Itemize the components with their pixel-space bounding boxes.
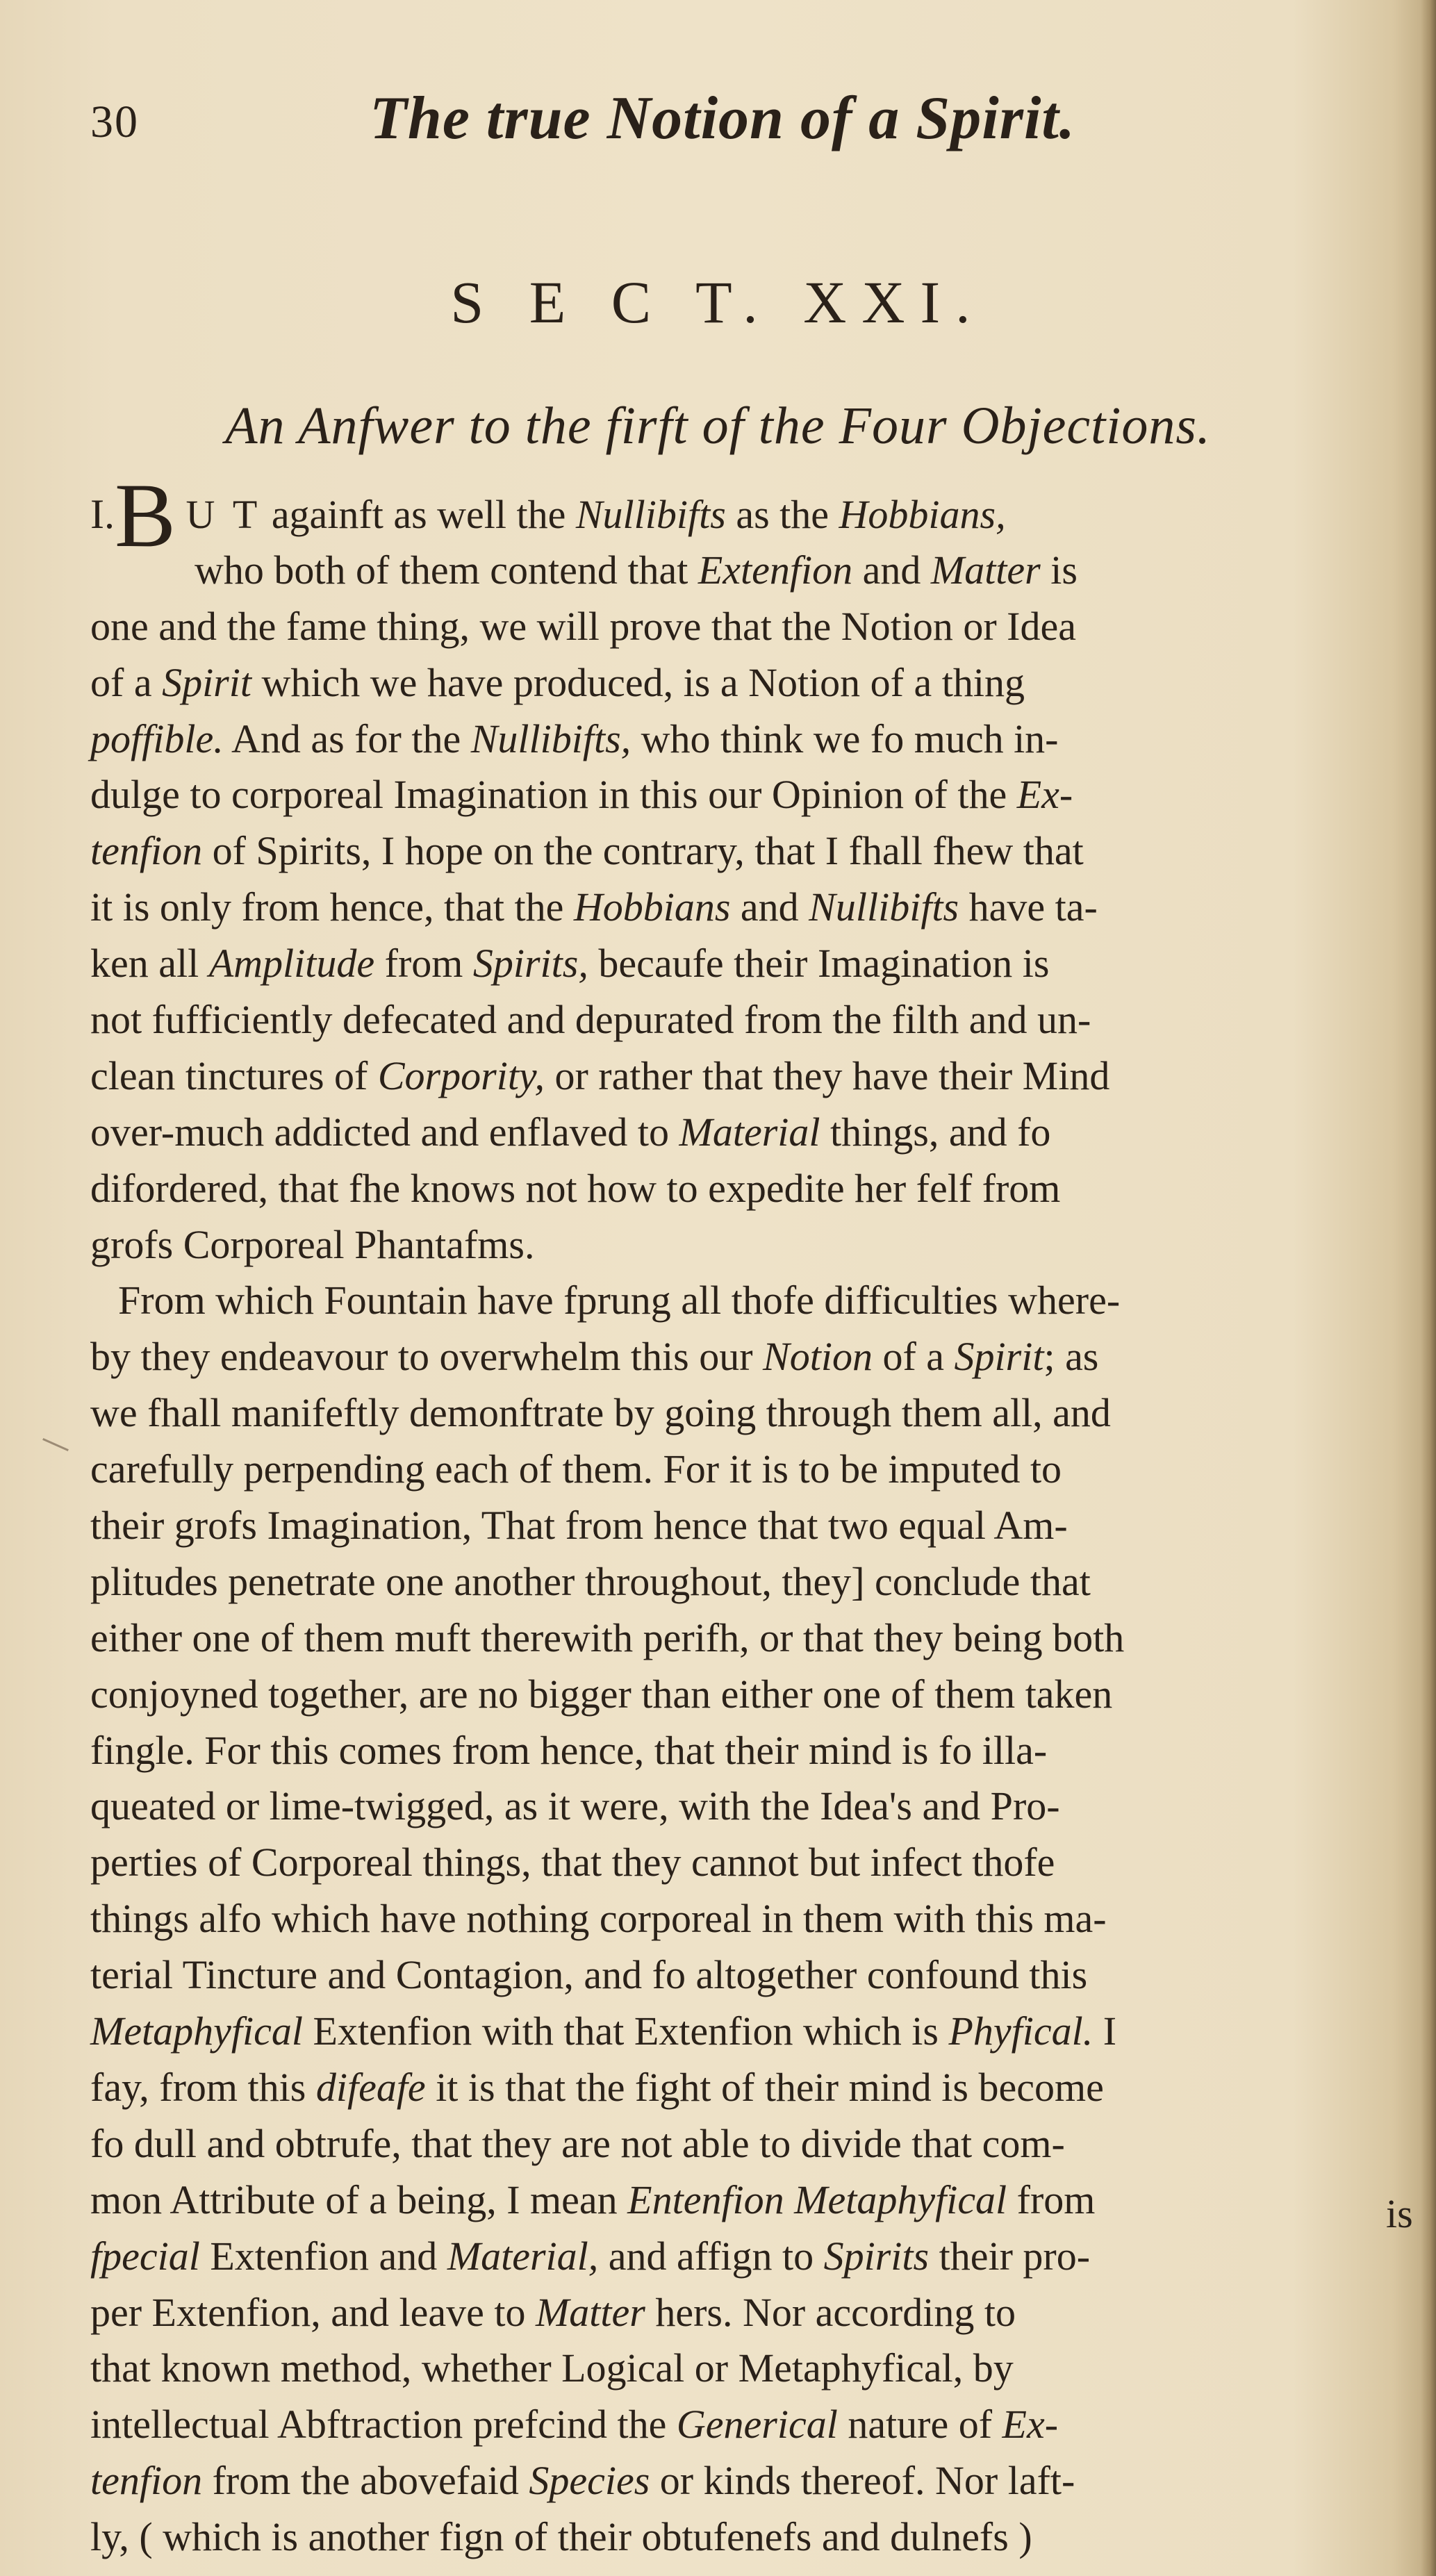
text-line: tenfion of Spirits, I hope on the contrary, that I fhall fhew that [90, 828, 1084, 874]
text-line: conjoyned together, are no bigger than either one of them taken [90, 1671, 1113, 1717]
text-line: ly, ( which is another fign of their obtufenefs and dulnefs ) [90, 2514, 1032, 2560]
text-line: it is only from hence, that the Hobbians and Nullibifts have ta- [90, 884, 1098, 930]
text-line: terial Tincture and Contagion, and fo altogether confound this [90, 1952, 1088, 1998]
text-line: perties of Corporeal things, that they cannot but infect thofe [90, 1840, 1055, 1885]
text-line: things alfo which have nothing corporeal in them with this ma- [90, 1896, 1107, 1942]
text-line: by they endeavour to overwhelm this our Notion of a Spirit; as [90, 1334, 1099, 1380]
text-line: plitudes penetrate one another throughout, they] conclude that [90, 1558, 1091, 1604]
running-head [90, 83, 1355, 160]
text-line: who both of them contend that Extenfion and Matter is [195, 547, 1078, 593]
text-line: fpecial Extenfion and Material, and affign to Spirits their pro- [90, 2233, 1091, 2279]
body-text [90, 464, 1424, 2566]
text-line: of a Spirit which we have produced, is a Notion of a thing [90, 659, 1025, 705]
text-line: difordered, that fhe knows not how to expedite her felf from [90, 1165, 1061, 1211]
text-line: dulge to corporeal Imagination in this our Opinion of the Ex- [90, 772, 1073, 818]
text-line: fo dull and obtrufe, that they are not able to divide that com- [90, 2120, 1065, 2166]
text-line: their grofs Imagination, That from hence that two equal Am- [90, 1503, 1068, 1549]
text-line: poffible. And as for the Nullibifts, who think we fo much in- [90, 716, 1059, 761]
text-line: fay, from this difeafe it is that the fight of their mind is become [90, 2064, 1104, 2110]
page-number: 30 [90, 97, 139, 147]
text-line: clean tinctures of Corpority, or rather that they have their Mind [90, 1052, 1110, 1098]
section-subtitle: An Anfwer to the firft of the Four Objections. [225, 397, 1211, 455]
text-line: queated or lime-twigged, as it were, with the Idea's and Pro- [90, 1783, 1060, 1829]
text-line: per Extenfion, and leave to Matter hers. Nor according to [90, 2289, 1016, 2335]
text-line: carefully perpending each of them. For it is to be imputed to [90, 1446, 1062, 1492]
text-line: either one of them muft therewith perifh, or that they being both [90, 1615, 1125, 1660]
text-line: not fufficiently defecated and depurated from the filth and un- [90, 997, 1091, 1043]
text-line: grofs Corporeal Phantafms. [90, 1221, 535, 1267]
text-line: tenfion from the abovefaid Species or kinds thereof. Nor laft- [90, 2458, 1075, 2504]
running-title: The true Notion of a Spirit. [370, 85, 1075, 152]
text-line: ken all Amplitude from Spirits, becaufe their Imagination is [90, 941, 1050, 986]
text-line: mon Attribute of a being, I mean Entenfion Metaphyfical from [90, 2177, 1096, 2222]
margin-ink-mark [42, 1438, 69, 1451]
paragraph-number: I. [90, 491, 115, 537]
text-line: I.B U T againft as well the Nullibifts as the Hobbians, [90, 464, 1006, 566]
text-line: over-much addicted and enflaved to Material things, and fo [90, 1109, 1051, 1155]
text-line: Metaphyfical Extenfion with that Extenfion which is Phyfical. I [90, 2008, 1117, 2054]
drop-capital: B [114, 464, 176, 566]
text-line: fingle. For this comes from hence, that their mind is fo illa- [90, 1727, 1048, 1773]
text-line: that known method, whether Logical or Metaphyfical, by [90, 2345, 1014, 2391]
text-line: we fhall manifeftly demonftrate by going through them all, and [90, 1390, 1111, 1436]
catchword: is [1386, 2191, 1413, 2236]
section-heading: S E C T. XXI. [450, 269, 986, 336]
text-line: one and the fame thing, we will prove that the Notion or Idea [90, 603, 1076, 649]
text-line: intellectual Abftraction prefcind the Generical nature of Ex- [90, 2402, 1059, 2447]
text-line: From which Fountain have fprung all thofe difficulties where- [118, 1278, 1121, 1323]
